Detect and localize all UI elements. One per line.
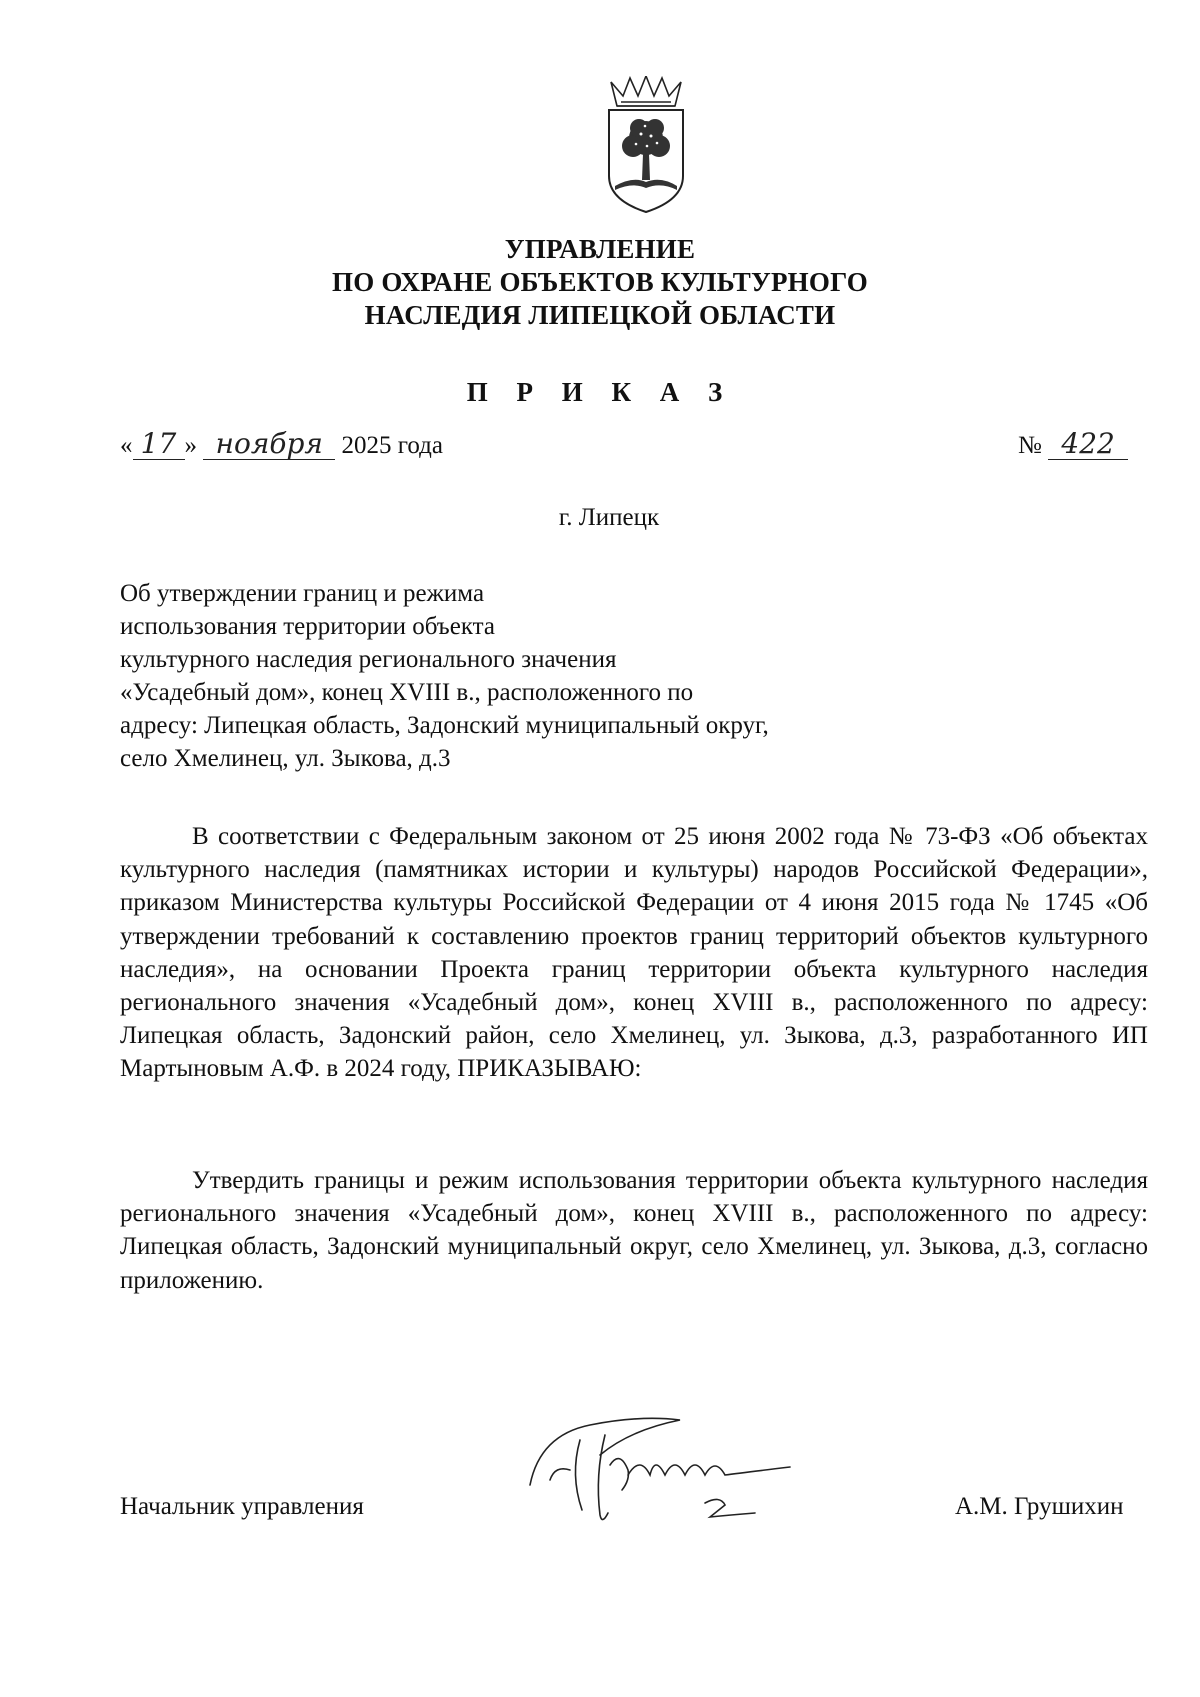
- date-month: ноября: [203, 428, 335, 460]
- agency-name-line1: УПРАВЛЕНИЕ: [504, 234, 696, 264]
- date-close-quote: »: [184, 432, 197, 459]
- order-number: [1018, 428, 1128, 461]
- agency-name-line2: ПО ОХРАНЕ ОБЪЕКТОВ КУЛЬТУРНОГО: [332, 267, 868, 297]
- order-title: П Р И К А З: [466, 377, 734, 407]
- order-clause-paragraph: Утвердить границы и режим использования территории объекта культурного наследия регионального значения «Усадебный дом», конец XVIII в., расположенного по адресу: Липецкая область, Задонский муниципальный округ, село Хмелинец, ул. Зыкова, д.3, согласно приложению.: [120, 1167, 1148, 1294]
- subject-line: использования территории объекта: [120, 613, 495, 640]
- city: г. Липецк: [558, 504, 660, 531]
- date-year: 2025 года: [341, 432, 443, 459]
- subject-line: «Усадебный дом», конец XVIII в., расположенного по: [120, 679, 694, 706]
- subject-line: культурного наследия регионального значения: [120, 646, 617, 673]
- handwritten-signature: [510, 1395, 870, 1535]
- date-day: 17: [133, 428, 185, 460]
- subject-line: село Хмелинец, ул. Зыкова, д.3: [120, 745, 451, 772]
- order-date: [120, 428, 443, 461]
- order-number-value: 422: [1048, 428, 1128, 460]
- coat-of-arms-emblem: [603, 76, 689, 214]
- order-number-label: №: [1018, 432, 1042, 459]
- signatory-name: А.М. Грушихин: [955, 1493, 1124, 1520]
- subject-line: Об утверждении границ и режима: [120, 580, 485, 607]
- signatory-position: Начальник управления: [120, 1493, 364, 1520]
- subject-line: адресу: Липецкая область, Задонский муниципальный округ,: [120, 712, 769, 739]
- date-open-quote: «: [120, 432, 133, 459]
- order-subject: [120, 577, 769, 775]
- agency-name-line3: НАСЛЕДИЯ ЛИПЕЦКОЙ ОБЛАСТИ: [364, 300, 836, 330]
- preamble-paragraph: В соответствии с Федеральным законом от 25 июня 2002 года № 73-ФЗ «Об объектах культурного наследия (памятниках истории и культуры) народов Российской Федерации», приказом Министерства культуры Российской Федерации от 4 июня 2015 года № 1745 «Об утверждении требований к составлению проектов границ территорий объектов культурного наследия», на основании Проекта границ территории объекта культурного наследия регионального значения «Усадебный дом», конец XVIII в., расположенного по адресу: Липецкая область, Задонский район, село Хмелинец, ул. Зыкова, д.3, разработанного ИП Мартыновым А.Ф. в 2024 году, ПРИКАЗЫВАЮ:: [120, 823, 1148, 1083]
